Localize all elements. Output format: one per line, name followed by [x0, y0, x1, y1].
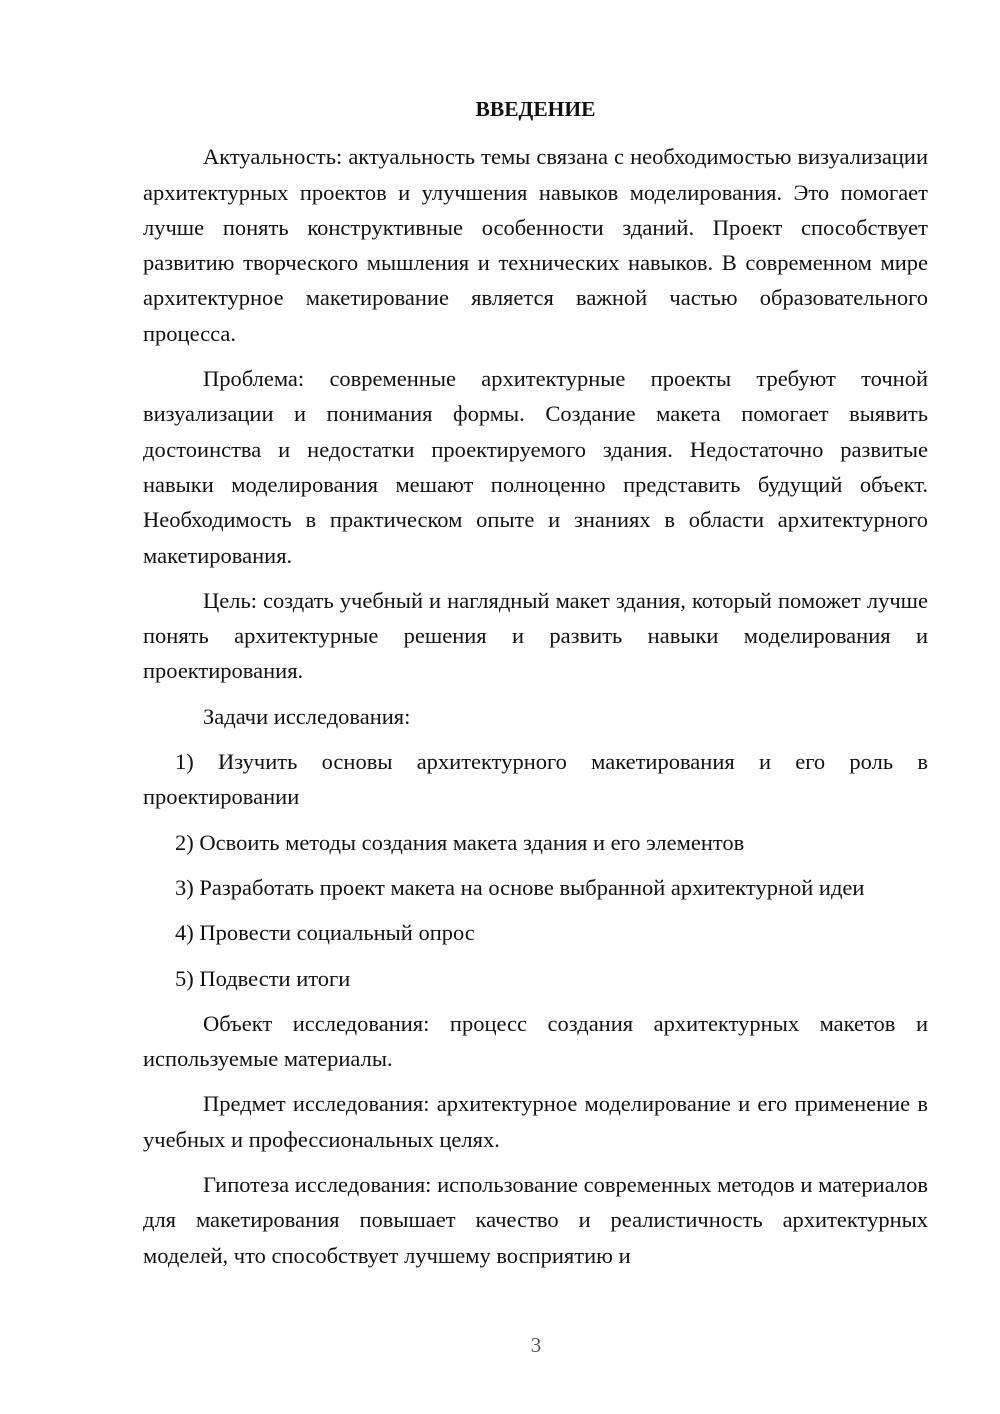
paragraph-object: Объект исследования: процесс создания архитектурных макетов и используемые материалы. [143, 1010, 928, 1072]
tasks-title: Задачи исследования: [203, 703, 411, 729]
paragraph-subject: Предмет исследования: архитектурное моделирование и его применение в учебных и профессиональных целях. [143, 1091, 928, 1152]
task-item-4: 4) Провести социальный опрос [175, 920, 475, 946]
paragraph-goal: Цель: создать учебный и наглядный макет здания, который поможет лучше понять архитектурные решения и развить навыки моделирования и проектирования. [143, 587, 928, 684]
page-title: ВВЕДЕНИЕ [475, 97, 596, 121]
document-page [143, 92, 928, 1273]
task-item-1: 1) Изучить основы архитектурного макетирования и его роль в проектировании [143, 749, 928, 810]
task-item-5: 5) Подвести итоги [175, 965, 351, 991]
paragraph-problem: Проблема: современные архитектурные проекты требуют точной визуализации и понимания формы. Создание макета помогает выявить достоинства и недостатки проектируемого здания. Недостаточно развитые навыки моделирования мешают полноценно представить будущий объект. Необходимость в практическом опыте и знаниях в области архитектурного макетирования. [143, 366, 928, 568]
paragraph-relevance: Актуальность: актуальность темы связана с необходимостью визуализации архитектурных проектов и улучшения навыков моделирования. Это помогает лучше понять конструктивные особенности зданий. Проект способствует развитию творческого мышления и технических навыков. В современном мире архитектурное макетирование является важной частью образовательного процесса. [143, 144, 928, 346]
task-item-2: 2) Освоить методы создания макета здания и его элементов [175, 829, 745, 855]
task-item-3: 3) Разработать проект макета на основе выбранной архитектурной идеи [175, 874, 865, 900]
paragraph-hypothesis: Гипотеза исследования: использование современных методов и материалов для макетирования повышает качество и реалистичность архитектурных моделей, что способствует лучшему восприятию и [143, 1172, 928, 1268]
page-number: 3 [530, 1333, 542, 1357]
